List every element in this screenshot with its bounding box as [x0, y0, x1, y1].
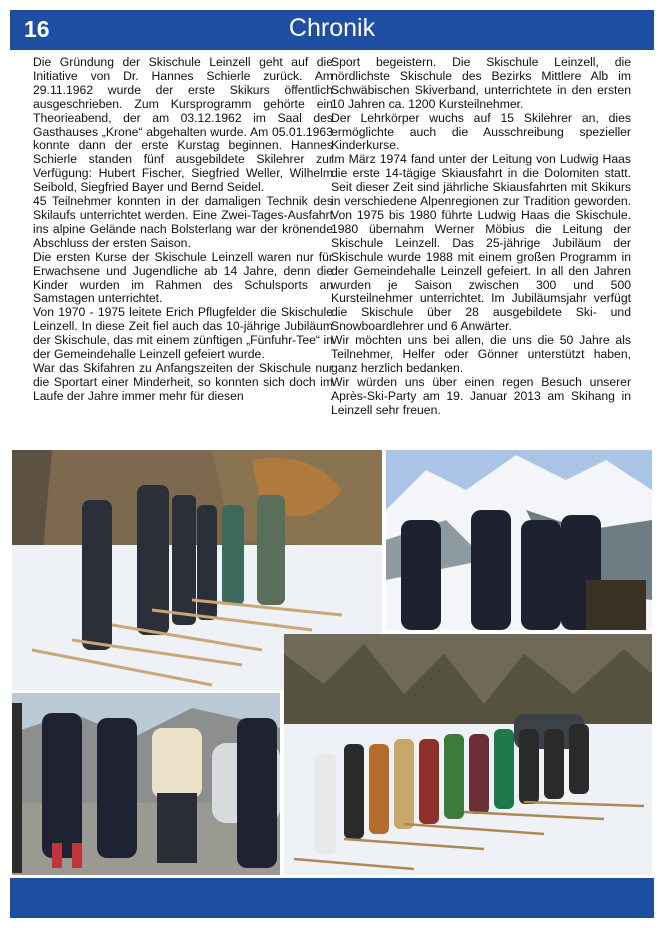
paragraph: Im März 1974 fand unter der Leitung von Ludwig Haas die erste 14-tägige Skiausfahrt in die Dolomiten statt. Seit dieser Zeit sind jährliche Skiausfahrten mit Skikurs in verschiedene Alpenregionen zur Tradition geworden. Von 1975 bis 1980 führte Ludwig Haas die Skischule. 1980 übernahm Werner Möbius die Leitung der Skischule Leinzell. Das 25-jährige Jubiläum der Skischule wurde 1988 mit einem großen Programm in der Gemeindehalle Leinzell gefeiert. In all den Jahren wurden je Saison zwischen 300 und 500 Kursteilnehmer unterrichtet. Im Jubiläumsjahr verfügt die Skischule über 28 ausgebildete Ski- und Snowboardlehrer und 6 Anwärter. — [331, 152, 631, 334]
page-title: Chronik — [288, 14, 376, 42]
text-column-right — [331, 56, 631, 418]
paragraph: Wir würden uns über einen regen Besuch unserer Après-Ski-Party am 19. Januar 2013 am Skihang in Leinzell sehr freuen. — [331, 374, 631, 417]
page-number: 16 — [24, 16, 50, 42]
paragraph: Von 1970 - 1975 leitete Erich Pflugfelder die Skischule Leinzell. In diese Zeit fiel auch das 10-jährige Jubiläum der Skischule, das mit einem zünftigen „Fünfuhr-Tee“ in der Gemeindehalle Leinzell gefeiert wurde. — [33, 305, 333, 362]
paragraph: Wir möchten uns bei allen, die uns die 50 Jahre als Teilnehmer, Helfer oder Gönner unterstützt haben, ganz herzlich bedanken. — [331, 333, 631, 375]
paragraph: Die Gründung der Skischule Leinzell geht auf die Initiative von Dr. Hannes Schierle zurück. Am 29.11.1962 wurde der erste Skikurs öffentlich ausgeschrieben. Zum Kursprogramm gehörte ein Theorieabend, der am 03.12.1962 im Saal des Gasthauses „Krone“ abgehalten wurde. Am 05.01.1963 konnte dann der erste Kurstag beginnen. Hannes Schierle standen fünf ausgebildete Skilehrer zur Verfügung: Hubert Fischer, Siegfried Weller, Wilhelm Seibold, Siegfried Bayer und Bernd Seidel. — [33, 55, 333, 195]
paragraph: Sport begeistern. Die Skischule Leinzell, die nördlichste Skischule des Bezirks Mittlere Alb im Schwäbischen Skiverband, unterrichtete in den ersten 10 Jahren ca. 1200 Kursteilnehmer. — [331, 55, 631, 111]
paragraph: Die ersten Kurse der Skischule Leinzell waren nur für Erwachsene und Jugendliche ab 14 Jahre, denn die Kinder wurden im Rahmen des Schulsports an Samstagen unterrichtet. — [33, 249, 333, 306]
page-footer-bar — [10, 878, 654, 918]
photo-group-on-skis — [284, 634, 652, 875]
paragraph: Der Lehrkörper wuchs auf 15 Skilehrer an, dies ermöglichte auch die Ausschreibung spezieller Kinderkurse. — [331, 110, 631, 153]
paragraph: War das Skifahren zu Anfangszeiten der Skischule nur die Sportart einer Minderheit, so konnten sich doch im Laufe der Jahre immer mehr für diesen — [33, 360, 333, 403]
photo-men-by-car — [12, 693, 280, 875]
paragraph: 45 Teilnehmer konnten in der damaligen Technik des Skilaufs unterrichtet werden. Eine Zwei-Tages-Ausfahrt ins alpine Gelände nach Bolsterlang war der krönende Abschluss der ersten Saison. — [33, 194, 333, 250]
page-header — [10, 10, 654, 50]
text-column-left — [33, 56, 333, 404]
photo-ski-instructors-mountain — [386, 450, 652, 630]
